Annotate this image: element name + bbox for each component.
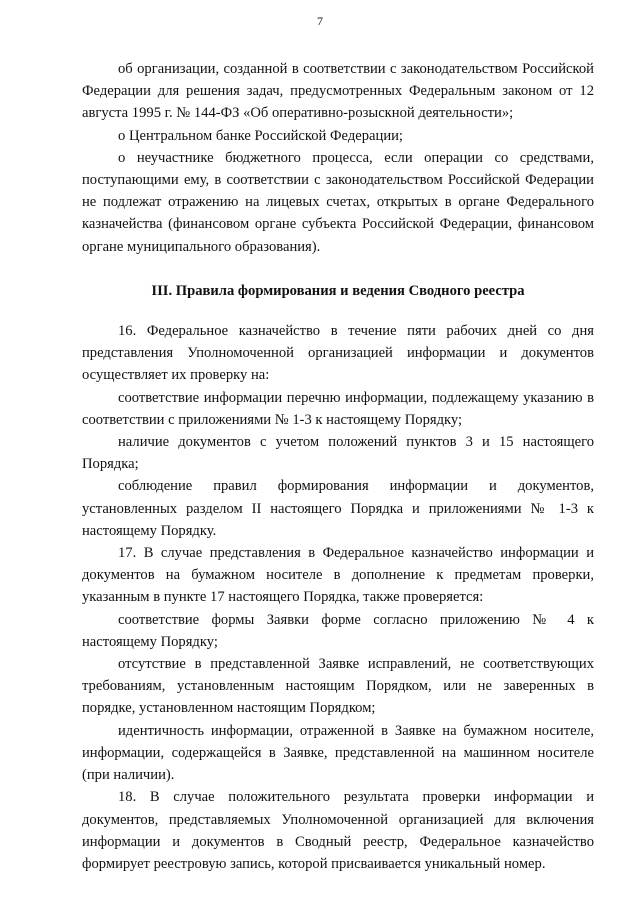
paragraph-check-info-list: соответствие информации перечню информации, подлежащему указанию в соответствии с приложениями № 1-3 к настоящему Порядку; bbox=[82, 389, 594, 428]
page-number: 7 bbox=[317, 14, 323, 28]
paragraph-non-budget-participant: о неучастнике бюджетного процесса, если операции со средствами, поступающими ему, в соответствии с законодательством Российской Федерации не подлежат отражению на лицевых счетах, открытых в органе Федерального казначейства (финансовом органе субъекта Российской Федерации, финансовом органе муниципального образования). bbox=[82, 149, 594, 255]
paragraph-check-corrections: отсутствие в представленной Заявке исправлений, не соответствующих требованиям, установленным настоящим Порядком, или не заверенных в порядке, установленном настоящим Порядком; bbox=[82, 656, 594, 717]
paragraph-item-17: 17. В случае представления в Федеральное казначейство информации и документов на бумажном носителе в дополнение к предметам проверки, указанным в пункте 17 настоящего Порядка, также проверяется: bbox=[82, 545, 594, 606]
paragraph-check-form: соответствие формы Заявки форме согласно приложению № 4 к настоящему Порядку; bbox=[82, 611, 594, 650]
paragraph-intelligence-org: об организации, созданной в соответствии с законодательством Российской Федерации для решения задач, предусмотренных Федеральным законом от 12 августа 1995 г. № 144-ФЗ «Об оперативно-розыскной деятельности»; bbox=[82, 61, 594, 122]
paragraph-check-rules: соблюдение правил формирования информации и документов, установленных разделом II настоящего Порядка и приложениями № 1-3 к настоящему Порядку. bbox=[82, 478, 594, 539]
paragraph-central-bank: о Центральном банке Российской Федерации; bbox=[118, 127, 403, 144]
paragraph-item-16: 16. Федеральное казначейство в течение пяти рабочих дней со дня представления Уполномоченной организацией информации и документов осуществляет их проверку на: bbox=[82, 323, 594, 384]
paragraph-item-18: 18. В случае положительного результата проверки информации и документов, представляемых Уполномоченной организацией для включения информации и документов в Сводный реестр, Федеральное казначейство формирует реестровую запись, которой присваивается уникальный номер. bbox=[82, 789, 594, 872]
paragraph-check-identity: идентичность информации, отраженной в Заявке на бумажном носителе, информации, содержащейся в Заявке, представленной на машинном носителе (при наличии). bbox=[82, 722, 594, 784]
paragraph-check-documents: наличие документов с учетом положений пунктов 3 и 15 настоящего Порядка; bbox=[82, 434, 594, 473]
document-body bbox=[82, 58, 594, 875]
section-heading: III. Правила формирования и ведения Сводного реестра bbox=[151, 282, 525, 299]
